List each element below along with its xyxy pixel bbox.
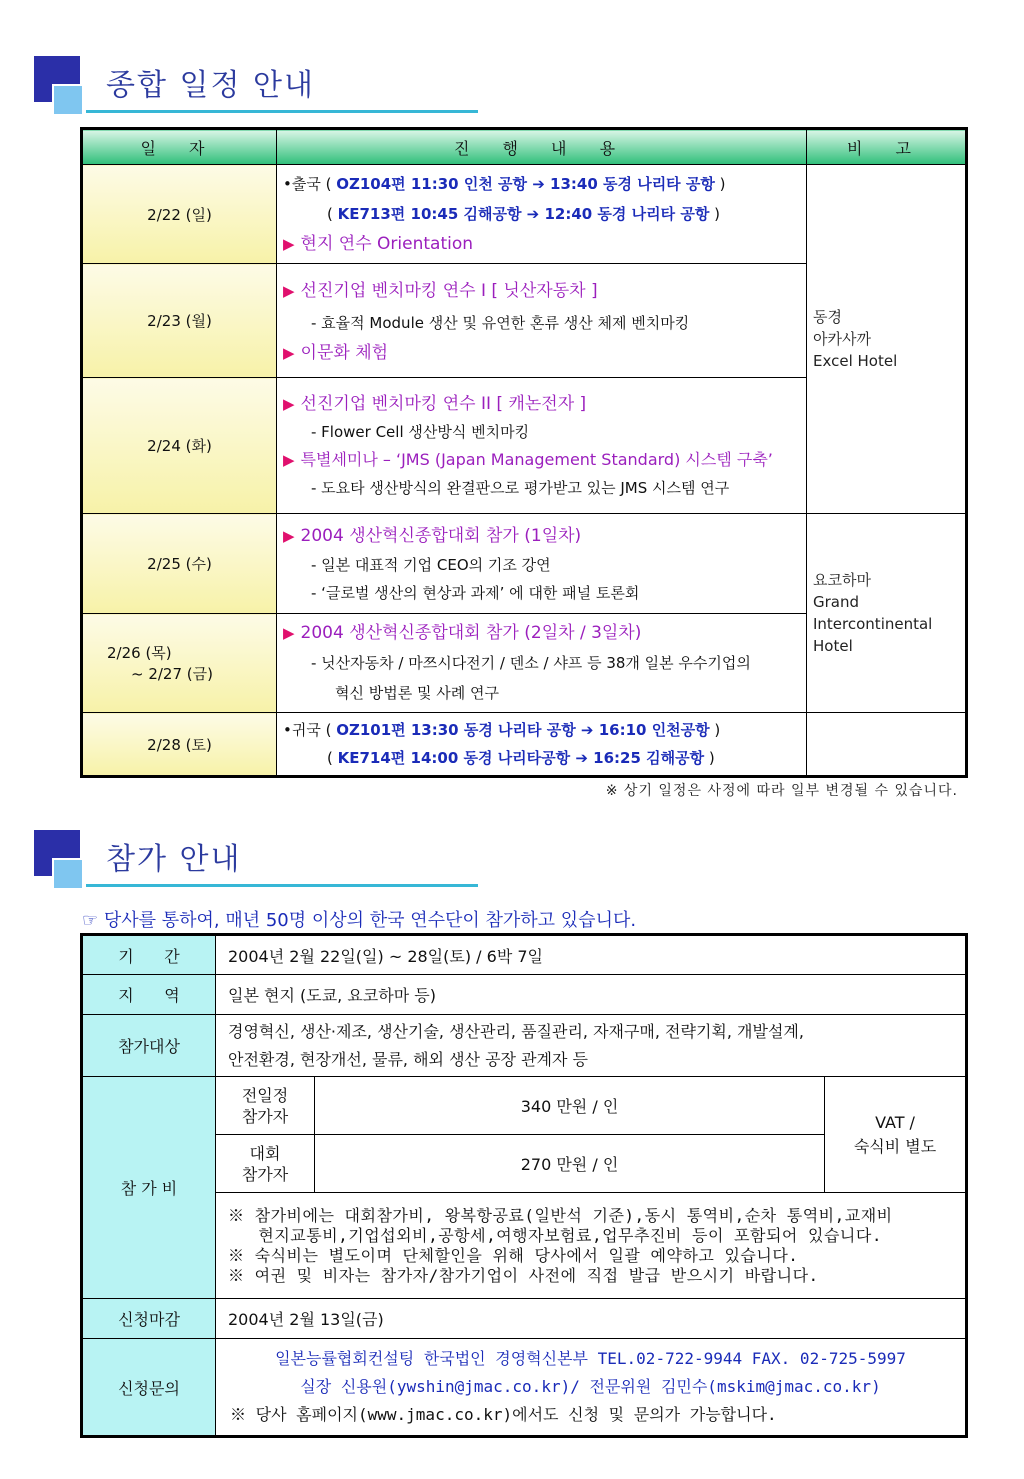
table-row bbox=[82, 1339, 967, 1437]
schedule-section-header bbox=[34, 56, 484, 126]
date-cell bbox=[82, 614, 277, 713]
list-item bbox=[283, 744, 800, 772]
table-row bbox=[82, 1077, 967, 1135]
note-line: 동경 bbox=[813, 308, 842, 326]
line-prefix: ( bbox=[327, 205, 338, 223]
inquiry-value bbox=[216, 1339, 967, 1437]
fee-sub-label: 참가자 bbox=[241, 1164, 289, 1184]
participation-intro: ☞ 당사를 통하여, 매년 50명 이상의 한국 연수단이 참가하고 있습니다. bbox=[82, 910, 637, 931]
line-prefix: •출국 ( bbox=[283, 175, 337, 193]
fee-label: 참 가 비 bbox=[82, 1077, 216, 1299]
list-item bbox=[283, 390, 800, 418]
content-cell bbox=[277, 264, 807, 378]
flight-info: KE714편 14:00 동경 나리타공항 ➔ 16:25 김해공항 bbox=[337, 749, 705, 767]
triangle-right-icon: ▶ bbox=[283, 526, 295, 545]
triangle-right-icon: ▶ bbox=[283, 624, 295, 642]
target-line: 안전환경, 현장개선, 물류, 해외 생산 공장 관계자 등 bbox=[228, 1049, 588, 1069]
schedule-title: 종합 일정 안내 bbox=[106, 68, 315, 103]
vat-line: 숙식비 별도 bbox=[853, 1136, 937, 1156]
item-detail: - 효율적 Module 생산 및 유연한 혼류 생산 체제 벤치마킹 bbox=[311, 313, 690, 332]
region-label: 지 역 bbox=[82, 975, 216, 1015]
content-cell bbox=[277, 378, 807, 514]
table-row bbox=[82, 165, 967, 264]
note-line: 아카사까 bbox=[813, 330, 871, 348]
header-note: 비 고 bbox=[807, 129, 967, 165]
table-row bbox=[82, 1299, 967, 1339]
schedule-footnote: ※ 상기 일정은 사정에 따라 일부 변경될 수 있습니다. bbox=[605, 783, 958, 799]
line-suffix: ) bbox=[704, 749, 715, 767]
fee-conf-label bbox=[216, 1135, 315, 1193]
list-item bbox=[283, 199, 800, 229]
inquiry-contact: 일본능률협회컨설팅 한국법인 경영혁신본부 TEL.02-722-9944 FAX. 02-725-5997 bbox=[275, 1349, 906, 1368]
period-value: 2004년 2월 22일(일) ~ 28일(토) / 6박 7일 bbox=[216, 935, 967, 975]
note-cell-empty bbox=[807, 713, 967, 777]
line-prefix: •귀국 ( bbox=[283, 721, 337, 739]
fee-sub-label: 대회 bbox=[249, 1143, 281, 1163]
target-label: 참가대상 bbox=[82, 1015, 216, 1077]
line-suffix: ) bbox=[714, 175, 726, 193]
participation-title: 참가 안내 bbox=[106, 842, 242, 877]
date-cell: 2/25 (수) bbox=[82, 514, 277, 614]
item-heading: 현지 연수 Orientation bbox=[300, 234, 474, 254]
target-value bbox=[216, 1015, 967, 1077]
inquiry-label: 신청문의 bbox=[82, 1339, 216, 1437]
date-cell: 2/22 (일) bbox=[82, 165, 277, 264]
fee-conf-value: 270 만원 / 인 bbox=[315, 1135, 825, 1193]
date-cell: 2/24 (화) bbox=[82, 378, 277, 514]
deadline-value: 2004년 2월 13일(금) bbox=[216, 1299, 967, 1339]
line-prefix: ( bbox=[327, 749, 338, 767]
note-line: Grand bbox=[813, 593, 860, 611]
content-cell bbox=[277, 165, 807, 264]
item-heading: 2004 생산혁신종합대회 참가 (2일차 / 3일차) bbox=[300, 623, 642, 643]
fee-note-line: ※ 여권 및 비자는 참가자/참가기업이 사전에 직접 발급 받으시기 바랍니다. bbox=[228, 1265, 819, 1285]
participation-section-header bbox=[34, 830, 484, 900]
item-detail: - 일본 대표적 기업 CEO의 기조 강연 bbox=[311, 555, 551, 574]
triangle-right-icon: ▶ bbox=[283, 343, 295, 362]
line-suffix: ) bbox=[709, 721, 721, 739]
list-item bbox=[283, 446, 800, 474]
list-item bbox=[283, 229, 800, 259]
region-value: 일본 현지 (도쿄, 요코하마 등) bbox=[216, 975, 967, 1015]
item-detail: - 닛산자동차 / 마쯔시다전기 / 덴소 / 샤프 등 38개 일본 우수기업의 bbox=[311, 654, 751, 672]
inquiry-staff: 실장 신용원(ywshin@jmac.co.kr)/ 전문위원 김민수(mskim@jmac.co.kr) bbox=[300, 1377, 881, 1396]
triangle-right-icon: ▶ bbox=[283, 235, 295, 253]
fee-sub-label: 전일정 bbox=[241, 1085, 289, 1105]
square-marker-small bbox=[52, 858, 84, 890]
list-item bbox=[283, 169, 800, 199]
list-item bbox=[283, 274, 800, 308]
table-row bbox=[82, 1015, 967, 1077]
item-detail: - ‘글로벌 생산의 현상과 과제’ 에 대한 패널 토론회 bbox=[311, 583, 640, 602]
period-label: 기 간 bbox=[82, 935, 216, 975]
table-row bbox=[82, 713, 967, 777]
list-item bbox=[283, 716, 800, 744]
content-cell bbox=[277, 514, 807, 614]
date-end: ~ 2/27 (금) bbox=[131, 665, 213, 683]
fee-sub-label: 참가자 bbox=[241, 1106, 289, 1126]
note-cell-hotel1 bbox=[807, 165, 967, 514]
vat-line: VAT / bbox=[875, 1112, 915, 1132]
date-start: 2/26 (목) bbox=[107, 644, 172, 662]
item-heading: 이문화 체험 bbox=[300, 342, 389, 363]
target-line: 경영혁신, 생산·제조, 생산기술, 생산관리, 품질관리, 자재구매, 전략기획, 개발설계, bbox=[228, 1021, 804, 1041]
item-detail: 혁신 방법론 및 사례 연구 bbox=[335, 684, 499, 702]
item-heading: 2004 생산혁신종합대회 참가 (1일차) bbox=[300, 525, 582, 546]
header-content: 진 행 내 용 bbox=[277, 129, 807, 165]
list-item bbox=[283, 521, 800, 551]
date-cell: 2/23 (월) bbox=[82, 264, 277, 378]
fee-full-label bbox=[216, 1077, 315, 1135]
schedule-header-row bbox=[82, 129, 967, 165]
triangle-right-icon: ▶ bbox=[283, 281, 295, 300]
schedule-table bbox=[80, 127, 968, 778]
table-row bbox=[82, 514, 967, 614]
title-underline bbox=[86, 884, 478, 887]
list-item bbox=[283, 618, 800, 648]
note-line: 요코하마 bbox=[813, 571, 871, 589]
item-heading: 특별세미나 – ‘JMS (Japan Management Standard) 시스템 구축’ bbox=[300, 449, 773, 469]
list-item bbox=[283, 338, 800, 368]
table-row bbox=[82, 975, 967, 1015]
note-cell-hotel2 bbox=[807, 514, 967, 713]
participation-table bbox=[80, 933, 968, 1438]
triangle-right-icon: ▶ bbox=[283, 450, 295, 469]
title-underline bbox=[86, 110, 478, 113]
flight-info: OZ101편 13:30 동경 나리타 공항 ➔ 16:10 인천공항 bbox=[336, 721, 710, 739]
header-date: 일 자 bbox=[82, 129, 277, 165]
content-cell bbox=[277, 713, 807, 777]
note-line: Hotel bbox=[813, 637, 853, 655]
fee-note-line: 현지교통비,기업섭외비,공항세,여행자보험료,업무추진비 등이 포함되어 있습니다. bbox=[228, 1225, 882, 1245]
square-marker-small bbox=[52, 84, 84, 116]
flight-info: KE713편 10:45 김해공항 ➔ 12:40 동경 나리타 공항 bbox=[337, 205, 710, 223]
fee-note-line: ※ 숙식비는 별도이며 단체할인을 위해 당사에서 일괄 예약하고 있습니다. bbox=[228, 1245, 799, 1265]
item-heading: 선진기업 벤치마킹 연수 II [ 캐논전자 ] bbox=[300, 393, 587, 414]
note-line: Excel Hotel bbox=[813, 352, 898, 370]
item-detail: - 도요타 생산방식의 완결판으로 평가받고 있는 JMS 시스템 연구 bbox=[311, 478, 730, 497]
triangle-right-icon: ▶ bbox=[283, 394, 295, 413]
inquiry-homepage: ※ 당사 홈페이지(www.jmac.co.kr)에서도 신청 및 문의가 가능합니다. bbox=[230, 1405, 777, 1424]
note-line: Intercontinental bbox=[813, 615, 933, 633]
item-detail: - Flower Cell 생산방식 벤치마킹 bbox=[311, 422, 530, 441]
deadline-label: 신청마감 bbox=[82, 1299, 216, 1339]
fee-vat-note bbox=[825, 1077, 967, 1193]
fee-note-line: ※ 참가비에는 대회참가비, 왕복항공료(일반석 기준),동시 통역비,순차 통역비,교재비 bbox=[228, 1205, 893, 1225]
flight-info: OZ104편 11:30 인천 공항 ➔ 13:40 동경 나리타 공항 bbox=[336, 175, 715, 193]
content-cell bbox=[277, 614, 807, 713]
date-cell: 2/28 (토) bbox=[82, 713, 277, 777]
fee-full-value: 340 만원 / 인 bbox=[315, 1077, 825, 1135]
table-row bbox=[82, 935, 967, 975]
fee-notes bbox=[216, 1193, 967, 1299]
item-heading: 선진기업 벤치마킹 연수 I [ 닛산자동차 ] bbox=[300, 280, 598, 301]
line-suffix: ) bbox=[709, 205, 720, 223]
